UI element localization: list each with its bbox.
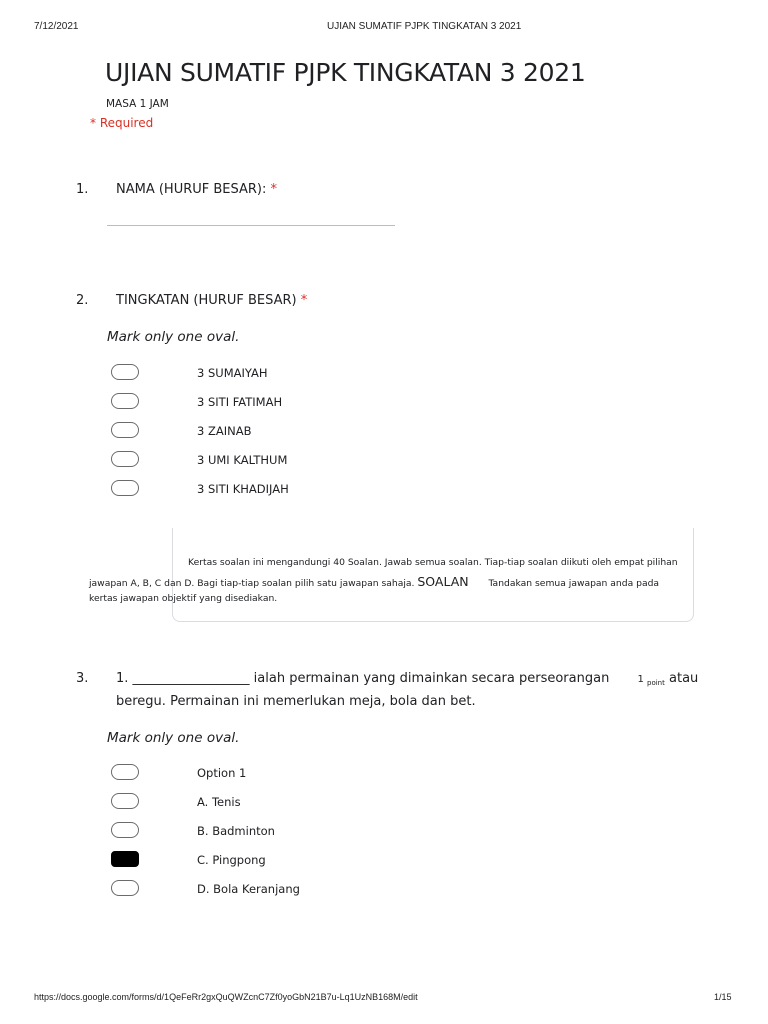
instruction-line-2-a: jawapan A, B, C dan D. Bagi tiap-tiap soalan pilih satu jawapan sahaja.: [89, 578, 415, 589]
option-label: 3 UMI KALTHUM: [197, 453, 288, 467]
required-note: * Required: [90, 116, 154, 130]
option-label: 3 SITI FATIMAH: [197, 395, 283, 409]
instruction-line-2-c: Tandakan semua jawapan anda pada: [488, 578, 660, 589]
oval-radio[interactable]: [111, 480, 139, 496]
q3-option-4[interactable]: [111, 851, 531, 869]
question-1-text: [116, 182, 277, 197]
instruction-line-2: [89, 574, 659, 589]
q3-option-2[interactable]: [111, 793, 531, 811]
print-doc-title: UJIAN SUMATIF PJPK TINGKATAN 3 2021: [327, 21, 522, 32]
form-title: UJIAN SUMATIF PJPK TINGKATAN 3 2021: [105, 58, 586, 87]
question-1-label: NAMA (HURUF BESAR):: [116, 182, 267, 197]
question-3-number: 3.: [76, 671, 89, 686]
question-1-number: 1.: [76, 182, 89, 197]
option-label: C. Pingpong: [197, 853, 266, 867]
question-3-instruction: Mark only one oval.: [107, 730, 240, 746]
oval-radio[interactable]: [111, 793, 139, 809]
question-3-stem: 1. __________________ ialah permainan yang dimainkan secara perseorangan: [116, 671, 610, 686]
q3-option-5[interactable]: [111, 880, 531, 898]
instruction-line-1: Kertas soalan ini mengandungi 40 Soalan. Jawab semua soalan. Tiap-tiap soalan diikuti oleh empat pilihan: [188, 557, 678, 568]
option-label: 3 SUMAIYAH: [197, 366, 268, 380]
question-2-label: TINGKATAN (HURUF BESAR): [116, 293, 297, 308]
q2-option-4[interactable]: [111, 451, 531, 469]
print-url: https://docs.google.com/forms/d/1QeFeRr2gxQuQWZcnC7Zf0yoGbN21B7u-Lq1UzNB168M/edit: [34, 992, 418, 1002]
option-label: Option 1: [197, 766, 247, 780]
question-2-instruction: Mark only one oval.: [107, 329, 240, 345]
question-3-text-line-2: beregu. Permainan ini memerlukan meja, bola dan bet.: [116, 694, 476, 709]
required-asterisk: *: [300, 293, 308, 308]
oval-radio[interactable]: [111, 880, 139, 896]
points-badge: 1 $_{point}$: [637, 674, 665, 687]
print-date: 7/12/2021: [34, 21, 79, 32]
name-answer-field[interactable]: [107, 225, 395, 226]
q2-option-5[interactable]: [111, 480, 531, 498]
oval-radio[interactable]: [111, 451, 139, 467]
option-label: B. Badminton: [197, 824, 275, 838]
option-label: 3 ZAINAB: [197, 424, 252, 438]
option-label: A. Tenis: [197, 795, 241, 809]
q3-option-3[interactable]: [111, 822, 531, 840]
question-3-text-line-1: [116, 671, 699, 687]
q2-option-2[interactable]: [111, 393, 531, 411]
question-2-number: 2.: [76, 293, 89, 308]
oval-radio-selected[interactable]: [111, 851, 139, 867]
question-2-text: [116, 293, 307, 308]
oval-radio[interactable]: [111, 422, 139, 438]
option-label: 3 SITI KHADIJAH: [197, 482, 289, 496]
q2-option-1[interactable]: [111, 364, 531, 382]
option-label: D. Bola Keranjang: [197, 882, 300, 896]
required-asterisk: *: [270, 182, 278, 197]
oval-radio[interactable]: [111, 764, 139, 780]
oval-radio[interactable]: [111, 393, 139, 409]
form-subtitle: MASA 1 JAM: [106, 98, 169, 110]
instruction-line-3: kertas jawapan objektif yang disediakan.: [89, 593, 278, 604]
page-number: 1/15: [714, 992, 732, 1002]
oval-radio[interactable]: [111, 822, 139, 838]
question-3-stem-tail: atau: [669, 671, 699, 686]
q2-option-3[interactable]: [111, 422, 531, 440]
instruction-soalan-label: SOALAN: [417, 574, 469, 589]
oval-radio[interactable]: [111, 364, 139, 380]
q3-option-1[interactable]: [111, 764, 531, 782]
